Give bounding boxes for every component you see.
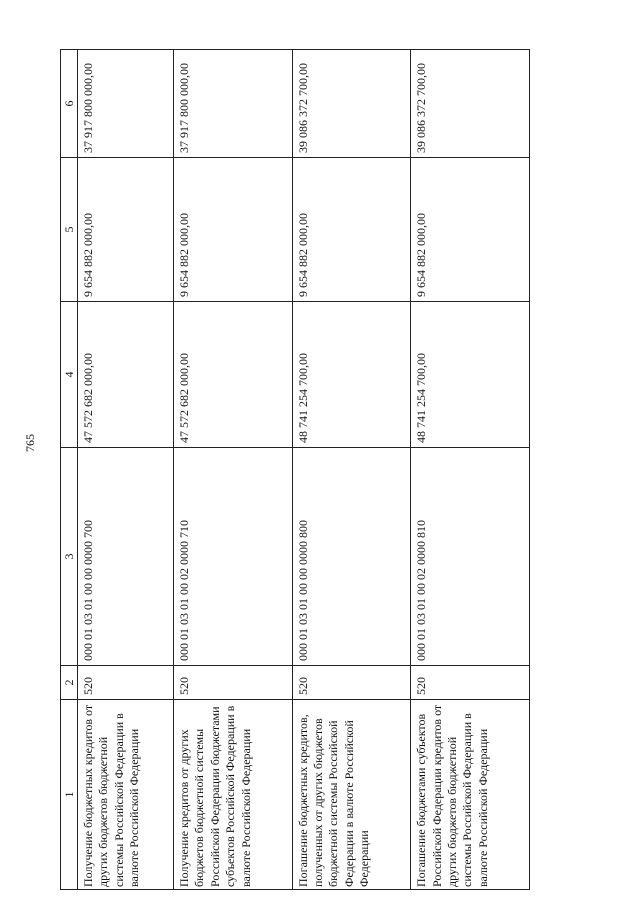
row-name: Погашение бюджетами субъектов Российской Федерации кредитов от других бюджетов бюджетной системы Российской Федерации в валюте Российской Федерации — [411, 700, 530, 890]
row-sum-col5: 9 654 882 000,00 — [78, 158, 174, 302]
row-sum-col6: 39 086 372 700,00 — [292, 50, 411, 158]
column-header-3: 3 — [61, 448, 78, 666]
table-row — [411, 50, 530, 890]
row-admin-code: 520 — [174, 666, 293, 700]
row-sum-col4: 48 741 254 700,00 — [292, 302, 411, 448]
row-name: Получение бюджетных кредитов от других бюджетов бюджетной системы Российской Федерации в валюте Российской Федерации — [78, 700, 174, 890]
row-sum-col4: 48 741 254 700,00 — [411, 302, 530, 448]
table-row — [174, 50, 293, 890]
column-header-5: 5 — [61, 158, 78, 302]
table-row — [292, 50, 411, 890]
column-header-1: 1 — [61, 700, 78, 890]
row-budget-classification-code: 000 01 03 01 00 00 0000 700 — [78, 448, 174, 666]
row-sum-col4: 47 572 682 000,00 — [78, 302, 174, 448]
row-admin-code: 520 — [411, 666, 530, 700]
column-header-2: 2 — [61, 666, 78, 700]
table-row — [78, 50, 174, 890]
row-sum-col5: 9 654 882 000,00 — [174, 158, 293, 302]
row-sum-col5: 9 654 882 000,00 — [411, 158, 530, 302]
row-name: Погашение бюджетных кредитов, полученных от других бюджетов бюджетной системы Российской Федерации в валюте Российской Федерации — [292, 700, 411, 890]
row-sum-col6: 37 917 800 000,00 — [174, 50, 293, 158]
page-number: 765 — [23, 434, 37, 452]
row-sum-col6: 39 086 372 700,00 — [411, 50, 530, 158]
row-budget-classification-code: 000 01 03 01 00 00 0000 800 — [292, 448, 411, 666]
header-row — [61, 50, 78, 890]
row-sum-col5: 9 654 882 000,00 — [292, 158, 411, 302]
budget-table-container — [60, 50, 530, 890]
row-admin-code: 520 — [78, 666, 174, 700]
column-header-6: 6 — [61, 50, 78, 158]
budget-table — [60, 49, 530, 890]
column-header-4: 4 — [61, 302, 78, 448]
row-name: Получение кредитов от других бюджетов бюджетной системы Российской Федерации бюджетами субъектов Российской Федерации в валюте Российской Федерации — [174, 700, 293, 890]
row-budget-classification-code: 000 01 03 01 00 02 0000 810 — [411, 448, 530, 666]
row-budget-classification-code: 000 01 03 01 00 02 0000 710 — [174, 448, 293, 666]
row-admin-code: 520 — [292, 666, 411, 700]
row-sum-col6: 37 917 800 000,00 — [78, 50, 174, 158]
row-sum-col4: 47 572 682 000,00 — [174, 302, 293, 448]
